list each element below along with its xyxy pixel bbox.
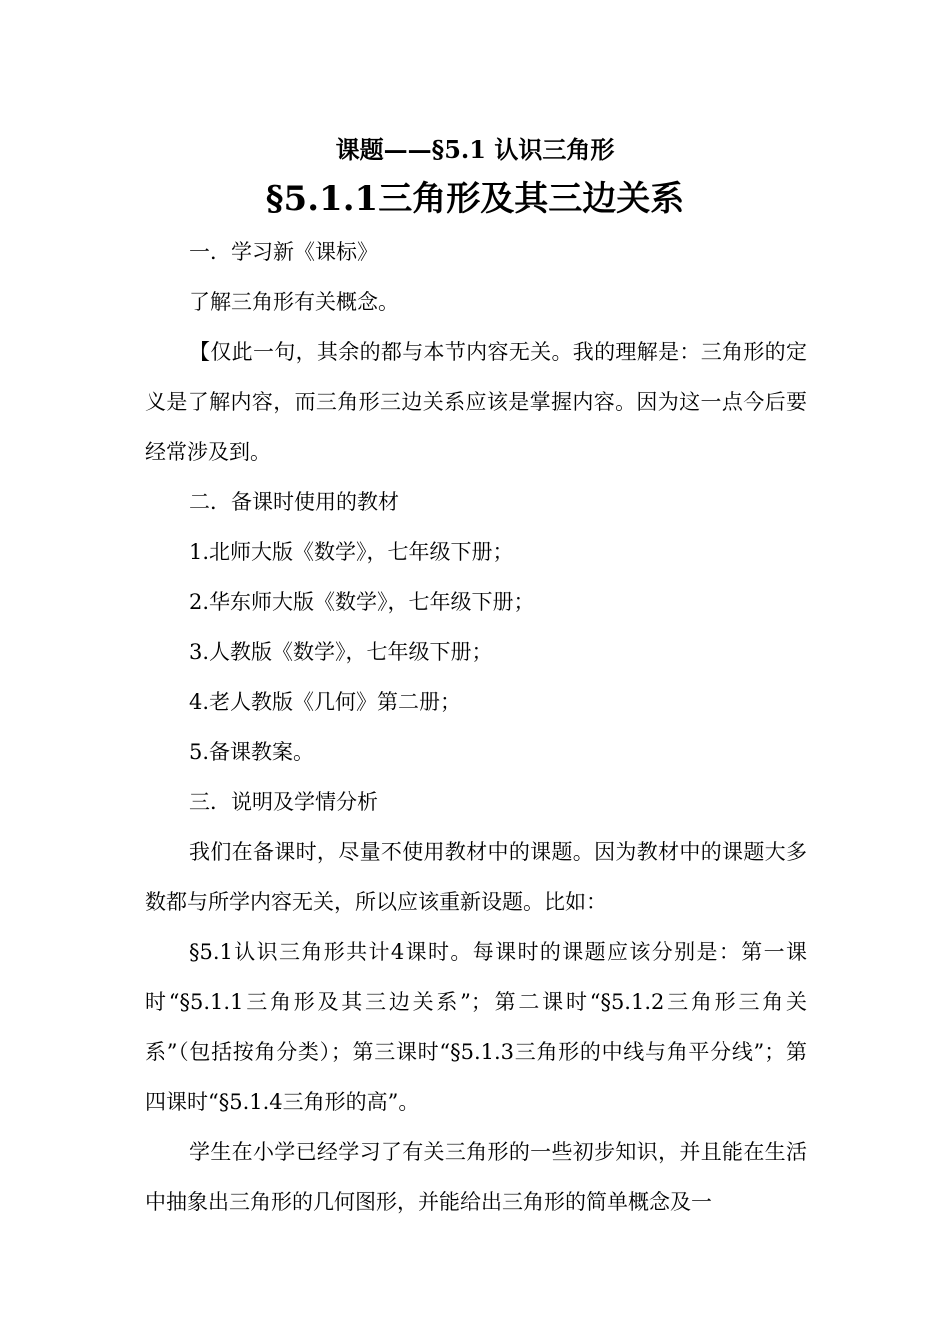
lesson-title: 课题——§5.1 认识三角形 [335, 135, 615, 164]
section3-paragraph-2: §5.1认识三角形共计4课时。每课时的课题应该分别是：第一课时“§5.1.1三角形及其三边关系”；第二课时“§5.1.2三角形三角关系”（包括按角分类）；第三课时“§5.1.3三角形的中线与角平分线”；第四课时“§5.1.4三角形的高”。 [145, 940, 807, 1114]
textbook-list-item: 5.备课教案。 [189, 740, 315, 764]
section3-heading: 三．说明及学情分析 [189, 790, 378, 814]
section2-heading: 二．备课时使用的教材 [189, 490, 399, 514]
section1-paragraph-2: 【仅此一句，其余的都与本节内容无关。我的理解是：三角形的定义是了解内容，而三角形三边关系应该是掌握内容。因为这一点今后要经常涉及到。 [145, 340, 807, 464]
section1-paragraph-1: 了解三角形有关概念。 [189, 290, 399, 314]
section-title: §5.1.1三角形及其三边关系 [265, 179, 685, 219]
textbook-list-item: 4.老人教版《几何》第二册； [189, 690, 462, 714]
section1-heading: 一．学习新《课标》 [189, 240, 378, 264]
section3-paragraph-3: 学生在小学已经学习了有关三角形的一些初步知识，并且能在生活中抽象出三角形的几何图形，并能给出三角形的简单概念及一 [145, 1140, 807, 1214]
document-body [145, 227, 807, 1227]
textbook-list-item: 3.人教版《数学》，七年级下册； [189, 640, 493, 664]
section3-paragraph-1: 我们在备课时，尽量不使用教材中的课题。因为教材中的课题大多数都与所学内容无关，所以应该重新设题。比如： [145, 840, 807, 914]
textbook-list-item: 2.华东师大版《数学》，七年级下册； [189, 590, 535, 614]
textbook-list-item: 1.北师大版《数学》，七年级下册； [189, 540, 514, 564]
